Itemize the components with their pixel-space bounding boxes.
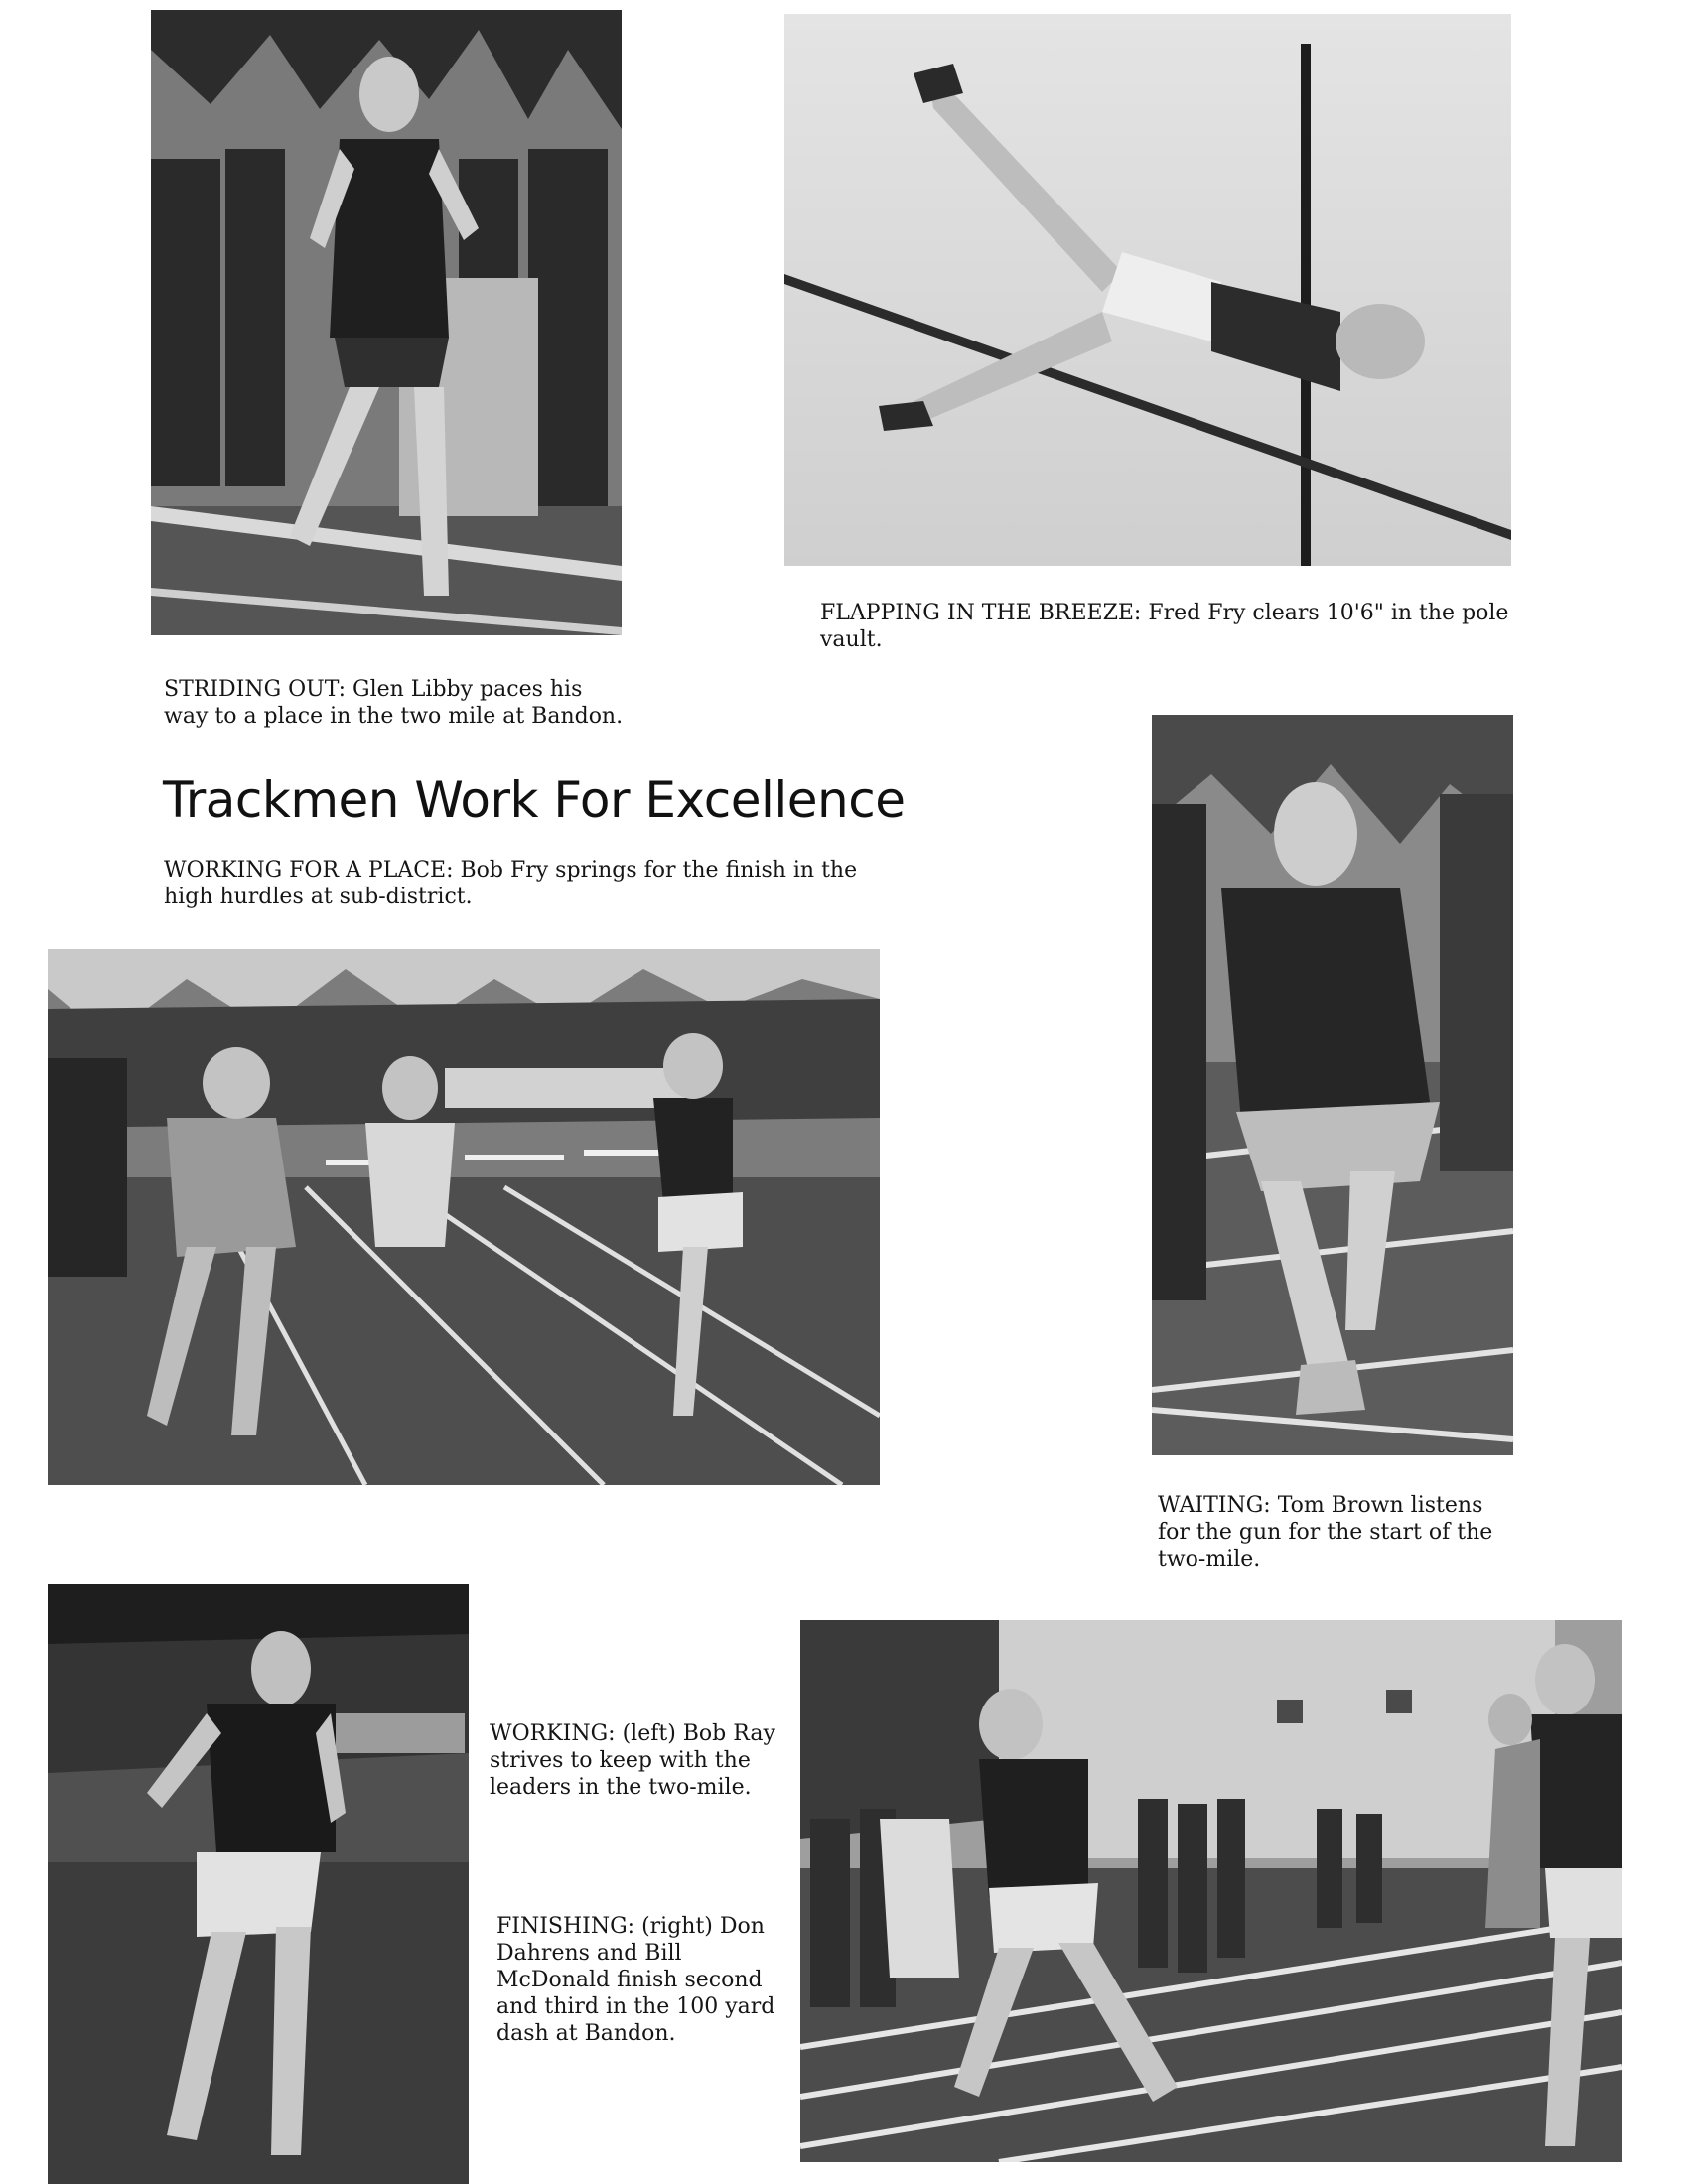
- photo-pole-vault: [784, 14, 1511, 566]
- caption-working-left: WORKING: (left) Bob Ray strives to keep with the leaders in the two-mile.: [490, 1721, 775, 1800]
- photo-high-hurdles: [48, 949, 880, 1485]
- caption-finishing-right: FINISHING: (right) Don Dahrens and Bill McDonald finish second and third in the 100 yard dash at Bandon.: [496, 1914, 775, 2046]
- photo-glen-libby: [151, 10, 622, 635]
- caption-waiting: WAITING: Tom Brown listens for the gun for the start of the two-mile.: [1158, 1493, 1493, 1571]
- caption-working-for-a-place: WORKING FOR A PLACE: Bob Fry springs for the finish in the high hurdles at sub-district.: [164, 858, 858, 909]
- photo-tom-brown: [1152, 715, 1513, 1455]
- photo-100-yard-dash: [800, 1620, 1622, 2162]
- page-headline: Trackmen Work For Excellence: [163, 771, 906, 829]
- caption-striding-out: STRIDING OUT: Glen Libby paces his way to a place in the two mile at Bandon.: [164, 677, 624, 729]
- caption-flapping-in-the-breeze: FLAPPING IN THE BREEZE: Fred Fry clears 10'6" in the pole vault.: [820, 601, 1509, 652]
- photo-bob-ray: [48, 1584, 469, 2184]
